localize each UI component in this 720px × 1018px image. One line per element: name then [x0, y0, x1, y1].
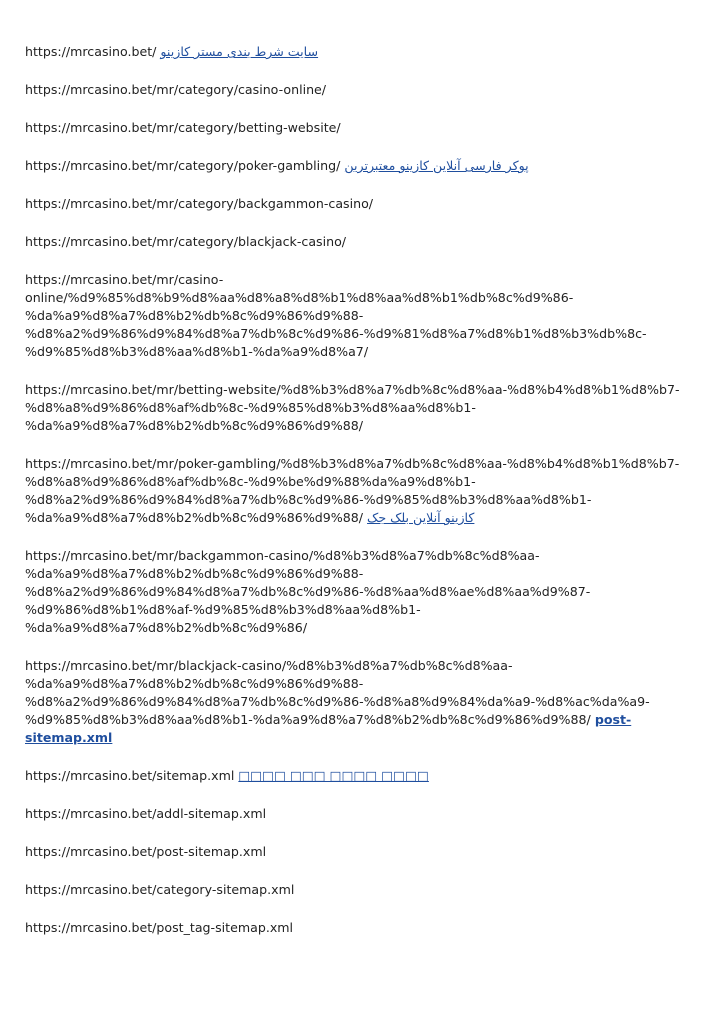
url-text: https://mrcasino.bet/mr/casino-online/%d9%85%d8%b9%d8%aa%d8%a8%d8%b1%d8%aa%d8%b1%db%8c%d9%86-%da%a9%d8%a7%d8%b2%db%8c%d9%86%d9%88-%d8%a2%d9%86%d9%84%d8%a7%db%8c%d9%86-%d9%81%d8%a7%d8%b1%d8%b3%db%8c-%d9%85%d8%b3%d8%aa%d8%b1-%da%a9%d8%a7/	[25, 272, 647, 359]
list-item	[25, 381, 695, 435]
url-text: https://mrcasino.bet/sitemap.xml	[25, 768, 235, 783]
url-text: https://mrcasino.bet/mr/betting-website/%d8%b3%d8%a7%db%8c%d8%aa-%d8%b4%d8%b1%d8%b7-%d8%a8%d9%86%d8%af%db%8c-%d9%85%d8%b3%d8%aa%d8%b1-%da%a9%d8%a7%d8%b2%db%8c%d9%86%d9%88/	[25, 382, 680, 433]
list-item	[25, 919, 695, 937]
list-item	[25, 43, 695, 61]
url-text: https://mrcasino.bet/post_tag-sitemap.xml	[25, 920, 294, 935]
persian-link[interactable]: پوکر فارسی آنلاین کازینو معتبرترین	[344, 158, 529, 173]
url-text: https://mrcasino.bet/category-sitemap.xml	[25, 882, 295, 897]
list-item	[25, 119, 695, 137]
list-item	[25, 233, 695, 251]
url-text: https://mrcasino.bet/mr/category/backgammon-casino/	[25, 196, 374, 211]
list-item	[25, 81, 695, 99]
url-text: https://mrcasino.bet/mr/category/betting-website/	[25, 120, 341, 135]
document-page	[25, 43, 695, 957]
list-item	[25, 805, 695, 823]
persian-link[interactable]: سایت شرط بندی مستر کازینو	[160, 44, 319, 59]
list-item	[25, 271, 695, 361]
post-sitemap-link[interactable]: post-sitemap.xml	[25, 712, 632, 745]
url-text: https://mrcasino.bet/addl-sitemap.xml	[25, 806, 267, 821]
list-item	[25, 767, 695, 785]
url-text: https://mrcasino.bet/post-sitemap.xml	[25, 844, 267, 859]
url-text: https://mrcasino.bet/mr/category/poker-gambling/	[25, 158, 341, 173]
persian-link[interactable]: کازینو آنلاین بلک جک	[367, 510, 475, 525]
sitemap-link[interactable]: □□□□ □□□ □□□□ □□□□	[238, 768, 429, 783]
url-text: https://mrcasino.bet/mr/category/blackjack-casino/	[25, 234, 347, 249]
url-text: https://mrcasino.bet/	[25, 44, 157, 59]
url-text: https://mrcasino.bet/mr/backgammon-casino/%d8%b3%d8%a7%db%8c%d8%aa-%da%a9%d8%a7%d8%b2%db%8c%d9%86%d9%88-%d8%a2%d9%86%d9%84%d8%a7%db%8c%d9%86-%d8%aa%d8%ae%d8%aa%d9%87-%d9%86%d8%b1%d8%af-%d9%85%d8%b3%d8%aa%d8%b1-%da%a9%d8%a7%d8%b2%db%8c%d9%86/	[25, 548, 591, 635]
list-item	[25, 843, 695, 861]
list-item	[25, 547, 695, 637]
url-text: https://mrcasino.bet/mr/poker-gambling/%d8%b3%d8%a7%db%8c%d8%aa-%d8%b4%d8%b1%d8%b7-%d8%a8%d9%86%d8%af%db%8c-%d9%be%d9%88%da%a9%d8%b1-%d8%a2%d9%86%d9%84%d8%a7%db%8c%d9%86-%d9%85%d8%b3%d8%aa%d8%b1-%da%a9%d8%a7%d8%b2%db%8c%d9%86%d9%88/	[25, 456, 680, 525]
list-item	[25, 881, 695, 899]
url-text: https://mrcasino.bet/mr/blackjack-casino/%d8%b3%d8%a7%db%8c%d8%aa-%da%a9%d8%a7%d8%b2%db%8c%d9%86%d9%88-%d8%a2%d9%86%d9%84%d8%a7%db%8c%d9%86-%d8%a8%d9%84%da%a9-%d8%ac%da%a9-%d9%85%d8%b3%d8%aa%d8%b1-%da%a9%d8%a7%d8%b2%db%8c%d9%86%d9%88/	[25, 658, 650, 727]
list-item	[25, 455, 695, 527]
url-text: https://mrcasino.bet/mr/category/casino-online/	[25, 82, 327, 97]
list-item	[25, 157, 695, 175]
list-item	[25, 195, 695, 213]
list-item	[25, 657, 695, 747]
